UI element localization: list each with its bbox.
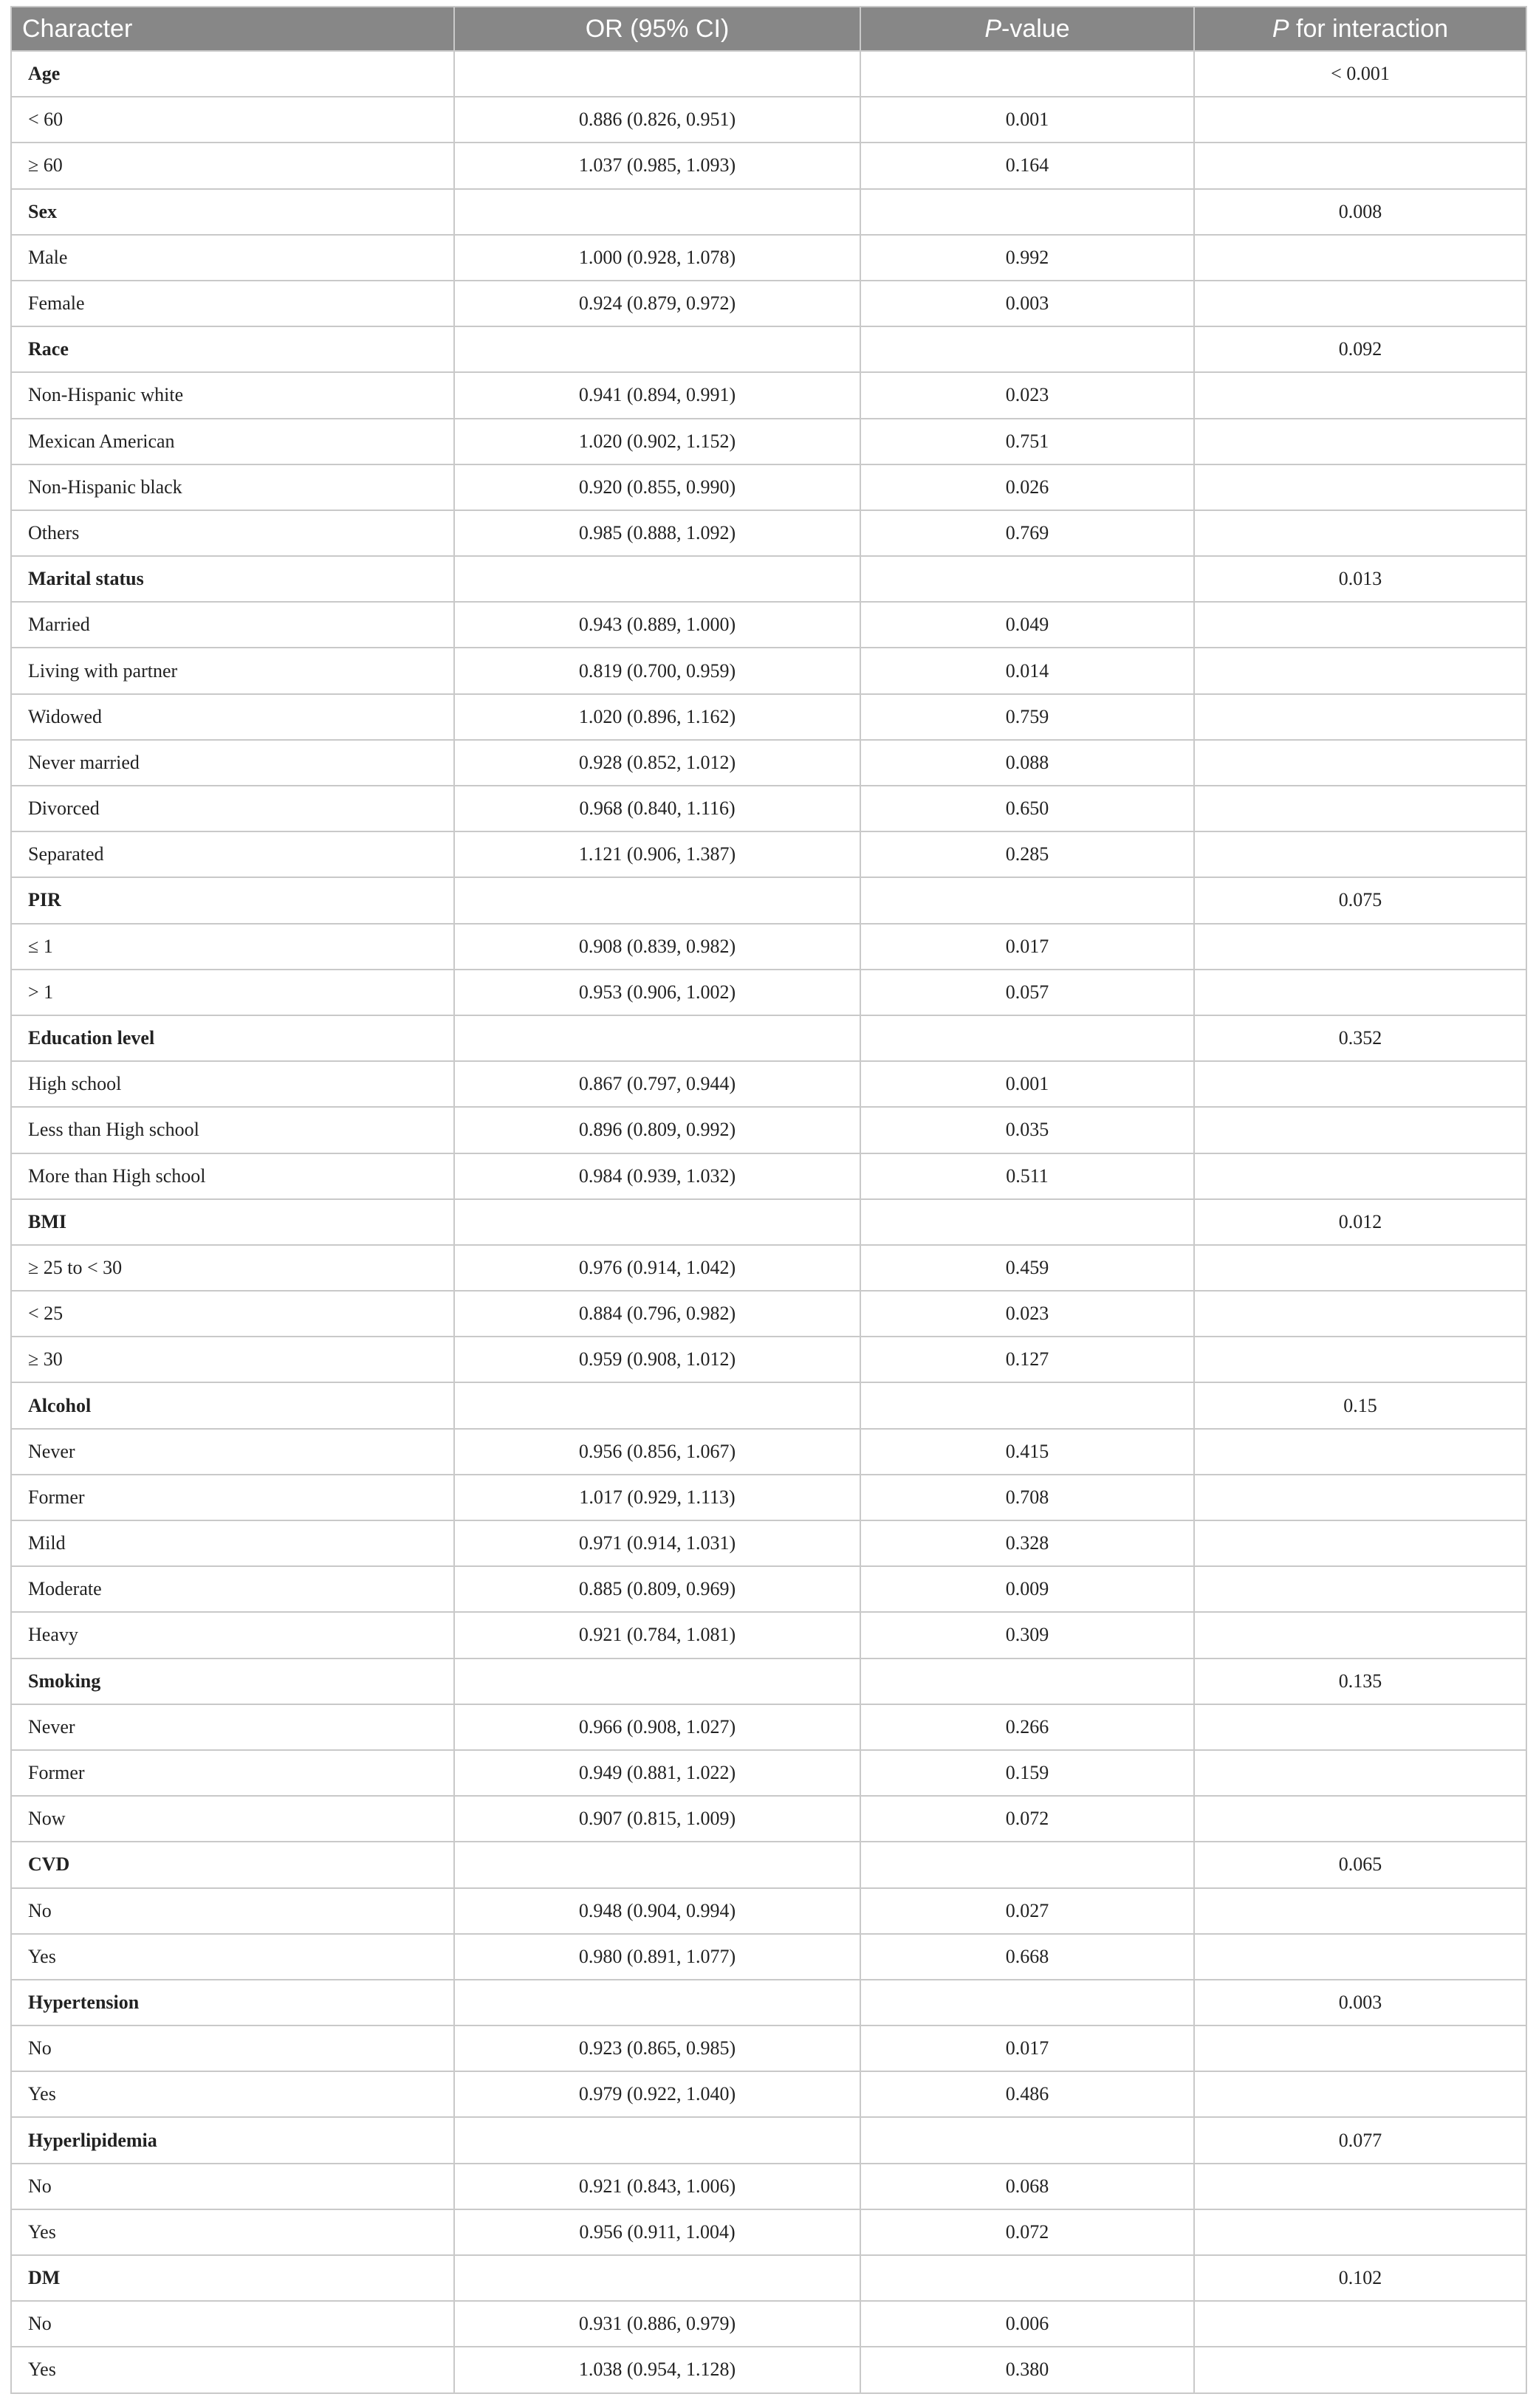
table-row <box>11 1429 1526 1475</box>
cell-character: Never <box>11 1429 454 1475</box>
cell-character: Others <box>11 510 454 556</box>
cell-or-ci: 0.948 (0.904, 0.994) <box>454 1888 860 1934</box>
table-row <box>11 602 1526 648</box>
table-row <box>11 2209 1526 2255</box>
cell-p-interaction <box>1194 831 1526 877</box>
cell-p-value: 0.088 <box>860 740 1194 786</box>
cell-p-interaction <box>1194 1612 1526 1658</box>
cell-or-ci <box>454 2117 860 2163</box>
table-body <box>11 51 1526 2393</box>
group-row <box>11 1199 1526 1245</box>
cell-or-ci: 0.928 (0.852, 1.012) <box>454 740 860 786</box>
cell-p-interaction: 0.003 <box>1194 1980 1526 2025</box>
cell-or-ci: 0.908 (0.839, 0.982) <box>454 924 860 970</box>
cell-character: Marital status <box>11 556 454 602</box>
cell-character: No <box>11 2164 454 2209</box>
cell-p-value: 0.035 <box>860 1107 1194 1153</box>
cell-character: Mild <box>11 1520 454 1566</box>
table-row <box>11 1153 1526 1199</box>
cell-p-interaction <box>1194 143 1526 188</box>
cell-character: Yes <box>11 2071 454 2117</box>
cell-p-interaction <box>1194 1888 1526 1934</box>
cell-or-ci <box>454 1199 860 1245</box>
cell-p-interaction <box>1194 1107 1526 1153</box>
cell-p-value <box>860 51 1194 97</box>
cell-or-ci: 0.956 (0.856, 1.067) <box>454 1429 860 1475</box>
cell-p-interaction <box>1194 970 1526 1015</box>
cell-p-interaction <box>1194 1245 1526 1291</box>
cell-p-value: 0.511 <box>860 1153 1194 1199</box>
cell-p-interaction <box>1194 2164 1526 2209</box>
cell-or-ci: 0.979 (0.922, 1.040) <box>454 2071 860 2117</box>
cell-p-interaction: < 0.001 <box>1194 51 1526 97</box>
cell-p-value: 0.001 <box>860 1061 1194 1107</box>
table-row <box>11 970 1526 1015</box>
cell-or-ci <box>454 2255 860 2301</box>
cell-character: CVD <box>11 1842 454 1887</box>
header-p-value: P-value <box>860 7 1194 51</box>
group-row <box>11 1980 1526 2025</box>
cell-p-value <box>860 326 1194 372</box>
cell-p-value <box>860 1015 1194 1061</box>
cell-p-value: 0.023 <box>860 372 1194 418</box>
cell-p-value: 0.014 <box>860 648 1194 693</box>
cell-character: Yes <box>11 2209 454 2255</box>
cell-p-value: 0.017 <box>860 924 1194 970</box>
cell-p-value: 0.992 <box>860 235 1194 281</box>
cell-p-value: 0.027 <box>860 1888 1194 1934</box>
cell-character: Education level <box>11 1015 454 1061</box>
table-row <box>11 143 1526 188</box>
cell-p-value <box>860 1382 1194 1428</box>
table-row <box>11 1612 1526 1658</box>
cell-p-value: 0.266 <box>860 1704 1194 1750</box>
cell-p-interaction: 0.008 <box>1194 189 1526 235</box>
cell-character: < 25 <box>11 1291 454 1337</box>
cell-p-interaction <box>1194 1337 1526 1382</box>
cell-character: ≥ 60 <box>11 143 454 188</box>
cell-p-interaction <box>1194 1750 1526 1796</box>
cell-character: No <box>11 2301 454 2347</box>
table-row <box>11 1061 1526 1107</box>
cell-p-value: 0.285 <box>860 831 1194 877</box>
table-row <box>11 1796 1526 1842</box>
cell-p-value: 0.072 <box>860 1796 1194 1842</box>
cell-or-ci: 0.819 (0.700, 0.959) <box>454 648 860 693</box>
cell-or-ci: 0.921 (0.843, 1.006) <box>454 2164 860 2209</box>
cell-or-ci: 1.000 (0.928, 1.078) <box>454 235 860 281</box>
table-row <box>11 372 1526 418</box>
cell-or-ci: 0.971 (0.914, 1.031) <box>454 1520 860 1566</box>
cell-character: Moderate <box>11 1566 454 1612</box>
cell-p-interaction <box>1194 1796 1526 1842</box>
cell-p-value <box>860 189 1194 235</box>
cell-p-value: 0.415 <box>860 1429 1194 1475</box>
table-row <box>11 648 1526 693</box>
cell-or-ci: 0.885 (0.809, 0.969) <box>454 1566 860 1612</box>
cell-or-ci: 0.949 (0.881, 1.022) <box>454 1750 860 1796</box>
cell-character: < 60 <box>11 97 454 143</box>
cell-p-interaction: 0.102 <box>1194 2255 1526 2301</box>
cell-p-interaction: 0.065 <box>1194 1842 1526 1887</box>
table-row <box>11 694 1526 740</box>
cell-p-interaction: 0.352 <box>1194 1015 1526 1061</box>
table-row <box>11 235 1526 281</box>
cell-p-interaction <box>1194 924 1526 970</box>
cell-or-ci <box>454 877 860 923</box>
cell-p-interaction <box>1194 464 1526 510</box>
cell-p-interaction: 0.092 <box>1194 326 1526 372</box>
cell-p-value: 0.127 <box>860 1337 1194 1382</box>
cell-character: Never <box>11 1704 454 1750</box>
cell-or-ci: 1.020 (0.896, 1.162) <box>454 694 860 740</box>
cell-character: Yes <box>11 2347 454 2392</box>
table-row <box>11 1245 1526 1291</box>
cell-or-ci: 0.980 (0.891, 1.077) <box>454 1934 860 1980</box>
cell-character: No <box>11 1888 454 1934</box>
cell-p-value <box>860 1842 1194 1887</box>
cell-character: Race <box>11 326 454 372</box>
cell-p-value: 0.017 <box>860 2025 1194 2071</box>
cell-p-interaction <box>1194 740 1526 786</box>
cell-character: Hyperlipidemia <box>11 2117 454 2163</box>
header-or-ci: OR (95% CI) <box>454 7 860 51</box>
cell-p-value <box>860 1658 1194 1704</box>
cell-character: Alcohol <box>11 1382 454 1428</box>
table-row <box>11 281 1526 326</box>
table-row <box>11 1291 1526 1337</box>
cell-character: ≥ 25 to < 30 <box>11 1245 454 1291</box>
group-row <box>11 326 1526 372</box>
cell-p-interaction <box>1194 2025 1526 2071</box>
table-row <box>11 1934 1526 1980</box>
cell-p-value: 0.159 <box>860 1750 1194 1796</box>
cell-or-ci: 1.017 (0.929, 1.113) <box>454 1475 860 1520</box>
table-row <box>11 2025 1526 2071</box>
cell-p-value: 0.759 <box>860 694 1194 740</box>
cell-p-interaction <box>1194 235 1526 281</box>
cell-p-interaction <box>1194 419 1526 464</box>
table-row <box>11 1337 1526 1382</box>
cell-or-ci: 0.943 (0.889, 1.000) <box>454 602 860 648</box>
cell-p-value <box>860 2255 1194 2301</box>
cell-p-interaction <box>1194 1475 1526 1520</box>
cell-p-interaction <box>1194 2071 1526 2117</box>
cell-character: Never married <box>11 740 454 786</box>
cell-p-value: 0.751 <box>860 419 1194 464</box>
group-row <box>11 51 1526 97</box>
cell-p-interaction <box>1194 1061 1526 1107</box>
cell-p-interaction <box>1194 97 1526 143</box>
cell-p-interaction <box>1194 2209 1526 2255</box>
group-row <box>11 2117 1526 2163</box>
table-row <box>11 2347 1526 2392</box>
cell-p-value: 0.049 <box>860 602 1194 648</box>
cell-or-ci <box>454 1980 860 2025</box>
cell-p-value: 0.006 <box>860 2301 1194 2347</box>
cell-or-ci: 0.984 (0.939, 1.032) <box>454 1153 860 1199</box>
cell-character: Separated <box>11 831 454 877</box>
group-row <box>11 189 1526 235</box>
cell-p-value: 0.708 <box>860 1475 1194 1520</box>
table-row <box>11 464 1526 510</box>
cell-or-ci <box>454 1015 860 1061</box>
table-row <box>11 740 1526 786</box>
cell-character: Widowed <box>11 694 454 740</box>
cell-or-ci: 1.121 (0.906, 1.387) <box>454 831 860 877</box>
cell-character: Male <box>11 235 454 281</box>
cell-p-value: 0.668 <box>860 1934 1194 1980</box>
cell-character: Divorced <box>11 786 454 831</box>
cell-p-value <box>860 877 1194 923</box>
cell-p-interaction <box>1194 602 1526 648</box>
header-character: Character <box>11 7 454 51</box>
cell-character: DM <box>11 2255 454 2301</box>
table-row <box>11 419 1526 464</box>
cell-p-interaction <box>1194 1429 1526 1475</box>
group-row <box>11 1842 1526 1887</box>
cell-p-interaction: 0.075 <box>1194 877 1526 923</box>
cell-or-ci: 1.020 (0.902, 1.152) <box>454 419 860 464</box>
cell-p-interaction <box>1194 1291 1526 1337</box>
table-row <box>11 831 1526 877</box>
table-row <box>11 1750 1526 1796</box>
cell-or-ci: 0.959 (0.908, 1.012) <box>454 1337 860 1382</box>
group-row <box>11 877 1526 923</box>
group-row <box>11 1382 1526 1428</box>
cell-p-value <box>860 556 1194 602</box>
cell-p-value: 0.380 <box>860 2347 1194 2392</box>
cell-p-value <box>860 2117 1194 2163</box>
cell-or-ci: 0.968 (0.840, 1.116) <box>454 786 860 831</box>
cell-or-ci: 0.920 (0.855, 0.990) <box>454 464 860 510</box>
cell-p-interaction: 0.135 <box>1194 1658 1526 1704</box>
cell-p-value: 0.026 <box>860 464 1194 510</box>
header-p-interaction: P for interaction <box>1194 7 1526 51</box>
cell-p-interaction <box>1194 786 1526 831</box>
cell-p-interaction <box>1194 1153 1526 1199</box>
cell-character: Age <box>11 51 454 97</box>
cell-p-interaction <box>1194 2347 1526 2392</box>
cell-character: No <box>11 2025 454 2071</box>
cell-character: Female <box>11 281 454 326</box>
cell-character: Smoking <box>11 1658 454 1704</box>
cell-character: More than High school <box>11 1153 454 1199</box>
table-row <box>11 1107 1526 1153</box>
cell-or-ci <box>454 556 860 602</box>
cell-p-interaction: 0.077 <box>1194 2117 1526 2163</box>
cell-character: Former <box>11 1750 454 1796</box>
cell-character: Married <box>11 602 454 648</box>
cell-or-ci: 0.907 (0.815, 1.009) <box>454 1796 860 1842</box>
cell-or-ci: 0.976 (0.914, 1.042) <box>454 1245 860 1291</box>
cell-or-ci: 0.931 (0.886, 0.979) <box>454 2301 860 2347</box>
cell-character: Non-Hispanic white <box>11 372 454 418</box>
cell-character: High school <box>11 1061 454 1107</box>
cell-or-ci: 0.921 (0.784, 1.081) <box>454 1612 860 1658</box>
group-row <box>11 1658 1526 1704</box>
cell-character: Less than High school <box>11 1107 454 1153</box>
cell-p-value: 0.057 <box>860 970 1194 1015</box>
cell-p-interaction <box>1194 1704 1526 1750</box>
cell-character: Mexican American <box>11 419 454 464</box>
cell-or-ci: 0.923 (0.865, 0.985) <box>454 2025 860 2071</box>
cell-or-ci: 0.924 (0.879, 0.972) <box>454 281 860 326</box>
cell-p-value: 0.459 <box>860 1245 1194 1291</box>
cell-p-interaction <box>1194 1566 1526 1612</box>
table-row <box>11 510 1526 556</box>
cell-or-ci: 0.896 (0.809, 0.992) <box>454 1107 860 1153</box>
group-row <box>11 556 1526 602</box>
cell-p-value: 0.003 <box>860 281 1194 326</box>
cell-p-interaction <box>1194 1934 1526 1980</box>
cell-or-ci: 1.037 (0.985, 1.093) <box>454 143 860 188</box>
cell-p-value: 0.328 <box>860 1520 1194 1566</box>
cell-or-ci: 0.867 (0.797, 0.944) <box>454 1061 860 1107</box>
cell-p-value: 0.009 <box>860 1566 1194 1612</box>
cell-or-ci: 1.038 (0.954, 1.128) <box>454 2347 860 2392</box>
cell-or-ci: 0.941 (0.894, 0.991) <box>454 372 860 418</box>
results-table <box>10 6 1527 2394</box>
cell-character: ≤ 1 <box>11 924 454 970</box>
cell-or-ci <box>454 1658 860 1704</box>
cell-or-ci <box>454 1842 860 1887</box>
cell-p-value: 0.164 <box>860 143 1194 188</box>
cell-character: Sex <box>11 189 454 235</box>
cell-p-interaction <box>1194 2301 1526 2347</box>
cell-p-value: 0.769 <box>860 510 1194 556</box>
cell-p-value: 0.001 <box>860 97 1194 143</box>
cell-or-ci <box>454 326 860 372</box>
table-row <box>11 1888 1526 1934</box>
table-row <box>11 1704 1526 1750</box>
cell-character: Non-Hispanic black <box>11 464 454 510</box>
cell-p-value: 0.023 <box>860 1291 1194 1337</box>
cell-p-value: 0.068 <box>860 2164 1194 2209</box>
table-row <box>11 924 1526 970</box>
header-row <box>11 7 1526 51</box>
cell-p-interaction <box>1194 694 1526 740</box>
cell-p-interaction: 0.013 <box>1194 556 1526 602</box>
cell-or-ci: 0.886 (0.826, 0.951) <box>454 97 860 143</box>
cell-character: Now <box>11 1796 454 1842</box>
cell-p-interaction <box>1194 1520 1526 1566</box>
cell-or-ci <box>454 51 860 97</box>
cell-or-ci <box>454 1382 860 1428</box>
cell-p-interaction <box>1194 281 1526 326</box>
group-row <box>11 1015 1526 1061</box>
group-row <box>11 2255 1526 2301</box>
table-row <box>11 97 1526 143</box>
cell-p-value: 0.309 <box>860 1612 1194 1658</box>
table-row <box>11 2071 1526 2117</box>
cell-p-value: 0.650 <box>860 786 1194 831</box>
table-row <box>11 1475 1526 1520</box>
table-row <box>11 1566 1526 1612</box>
table-row <box>11 2301 1526 2347</box>
cell-character: Yes <box>11 1934 454 1980</box>
cell-p-value <box>860 1199 1194 1245</box>
cell-p-interaction <box>1194 648 1526 693</box>
table-row <box>11 2164 1526 2209</box>
cell-or-ci: 0.956 (0.911, 1.004) <box>454 2209 860 2255</box>
cell-p-interaction: 0.012 <box>1194 1199 1526 1245</box>
cell-character: ≥ 30 <box>11 1337 454 1382</box>
cell-character: Heavy <box>11 1612 454 1658</box>
cell-p-interaction <box>1194 372 1526 418</box>
cell-or-ci: 0.985 (0.888, 1.092) <box>454 510 860 556</box>
cell-or-ci: 0.884 (0.796, 0.982) <box>454 1291 860 1337</box>
cell-p-value <box>860 1980 1194 2025</box>
cell-character: BMI <box>11 1199 454 1245</box>
cell-p-value: 0.486 <box>860 2071 1194 2117</box>
cell-character: Living with partner <box>11 648 454 693</box>
cell-p-interaction: 0.15 <box>1194 1382 1526 1428</box>
cell-or-ci: 0.966 (0.908, 1.027) <box>454 1704 860 1750</box>
cell-character: PIR <box>11 877 454 923</box>
cell-or-ci: 0.953 (0.906, 1.002) <box>454 970 860 1015</box>
cell-p-interaction <box>1194 510 1526 556</box>
cell-p-value: 0.072 <box>860 2209 1194 2255</box>
table-row <box>11 1520 1526 1566</box>
cell-or-ci <box>454 189 860 235</box>
table-row <box>11 786 1526 831</box>
cell-character: > 1 <box>11 970 454 1015</box>
cell-character: Hypertension <box>11 1980 454 2025</box>
cell-character: Former <box>11 1475 454 1520</box>
